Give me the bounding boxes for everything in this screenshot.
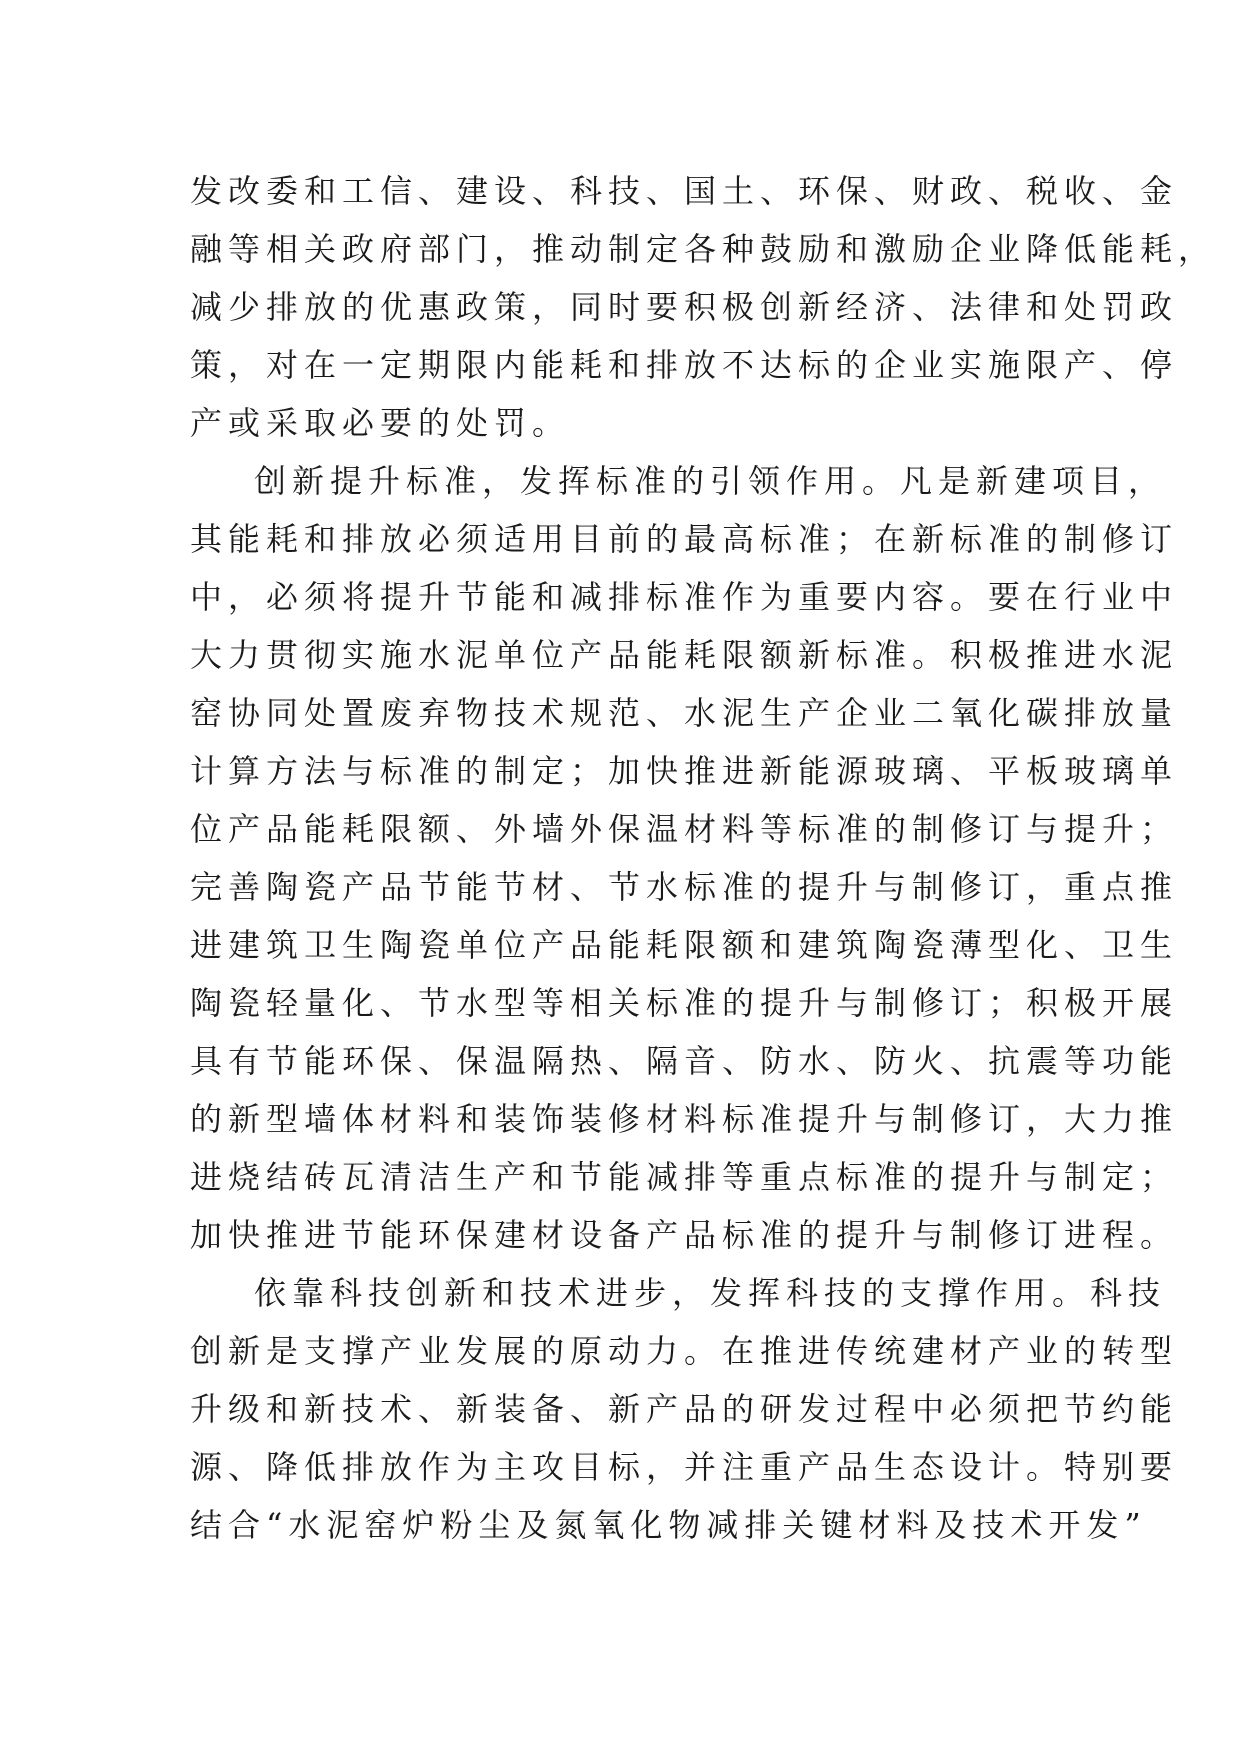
- text-line: 进烧结砖瓦清洁生产和节能减排等重点标准的提升与制定；: [190, 1158, 1179, 1196]
- paragraph-2: [190, 452, 1179, 1264]
- text-line: 创新提升标准，发挥标准的引领作用。凡是新建项目，: [254, 462, 1167, 500]
- text-line: 计算方法与标准的制定；加快推进新能源玻璃、平板玻璃单: [190, 752, 1179, 790]
- text-line: 进建筑卫生陶瓷单位产品能耗限额和建筑陶瓷薄型化、卫生: [190, 926, 1179, 964]
- text-line: 具有节能环保、保温隔热、隔音、防水、防火、抗震等功能: [190, 1042, 1179, 1080]
- text-line: 依靠科技创新和技术进步，发挥科技的支撑作用。科技: [254, 1274, 1167, 1312]
- text-line: 窑协同处置废弃物技术规范、水泥生产企业二氧化碳排放量: [190, 694, 1179, 732]
- text-line: 陶瓷轻量化、节水型等相关标准的提升与制修订；积极开展: [190, 984, 1179, 1022]
- text-line: 创新是支撑产业发展的原动力。在推进传统建材产业的转型: [190, 1332, 1179, 1370]
- text-line: 的新型墙体材料和装饰装修材料标准提升与制修订，大力推: [190, 1100, 1179, 1138]
- text-line: 减少排放的优惠政策，同时要积极创新经济、法律和处罚政: [190, 288, 1179, 326]
- text-line: 源、降低排放作为主攻目标，并注重产品生态设计。特别要: [190, 1448, 1179, 1486]
- text-line: 完善陶瓷产品节能节材、节水标准的提升与制修订，重点推: [190, 868, 1179, 906]
- text-line: 中，必须将提升节能和减排标准作为重要内容。要在行业中: [190, 578, 1179, 616]
- paragraph-3: [190, 1264, 1179, 1554]
- text-line: 升级和新技术、新装备、新产品的研发过程中必须把节约能: [190, 1390, 1179, 1428]
- text-line: 位产品能耗限额、外墙外保温材料等标准的制修订与提升；: [190, 810, 1179, 848]
- document-page: [190, 162, 1217, 1554]
- paragraph-1: [190, 162, 1217, 452]
- text-line: 发改委和工信、建设、科技、国土、环保、财政、税收、金: [190, 172, 1179, 210]
- text-line: 其能耗和排放必须适用目前的最高标准；在新标准的制修订: [190, 520, 1179, 558]
- text-line: 结合“水泥窑炉粉尘及氮氧化物减排关键材料及技术开发”: [190, 1506, 1147, 1544]
- text-line: 加快推进节能环保建材设备产品标准的提升与制修订进程。: [190, 1216, 1179, 1254]
- text-line: 产或采取必要的处罚。: [190, 404, 571, 442]
- text-line: 融等相关政府部门，推动制定各种鼓励和激励企业降低能耗，: [190, 230, 1217, 268]
- text-line: 策，对在一定期限内能耗和排放不达标的企业实施限产、停: [190, 346, 1179, 384]
- text-line: 大力贯彻实施水泥单位产品能耗限额新标准。积极推进水泥: [190, 636, 1179, 674]
